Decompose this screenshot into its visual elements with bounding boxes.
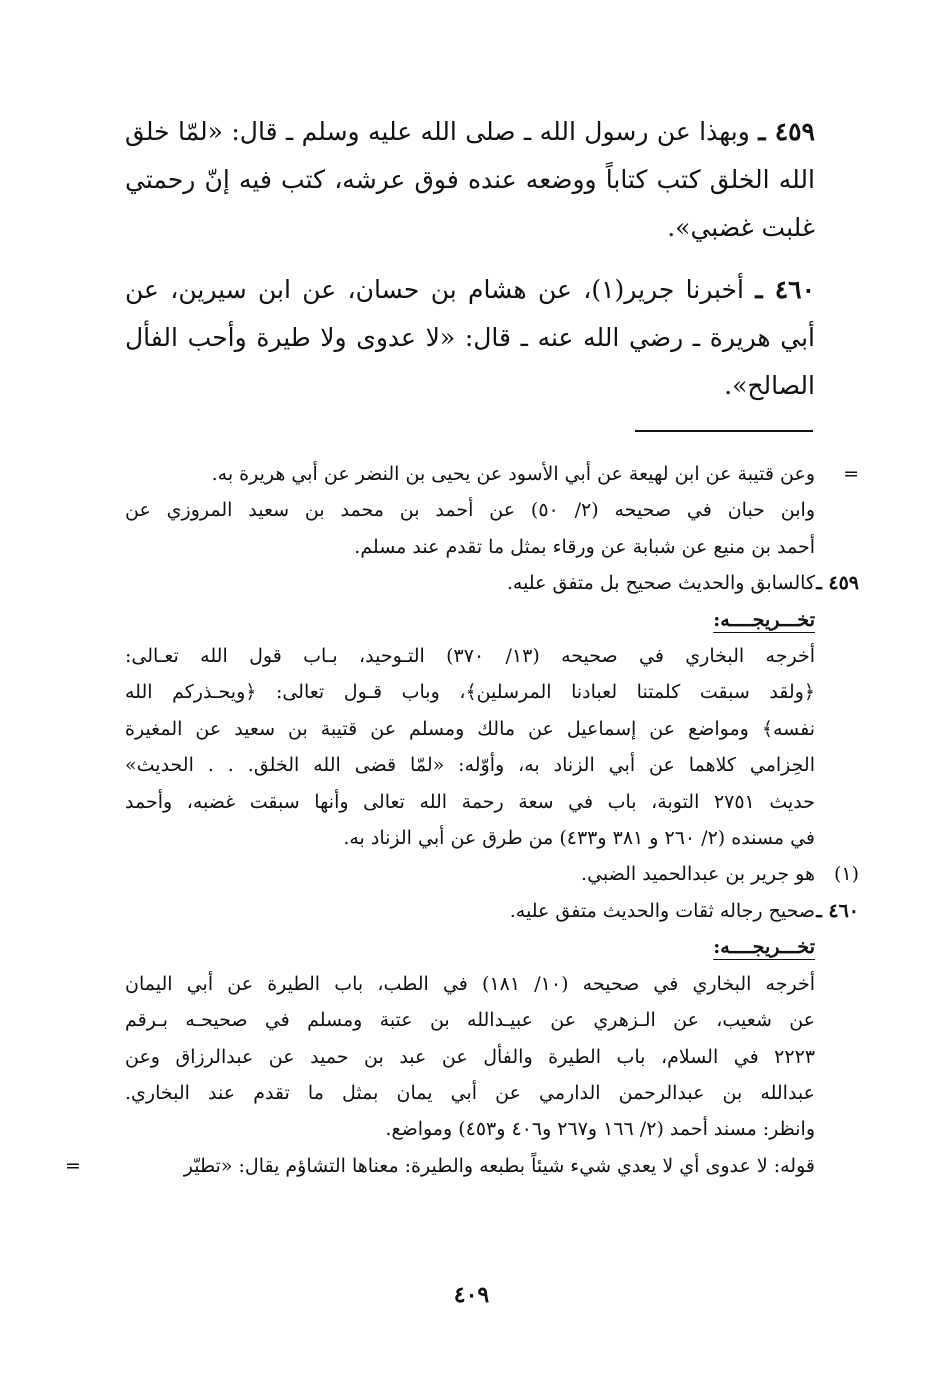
footnote-text: هو جرير بن عبدالحميد الضبي. <box>581 863 815 886</box>
hadith-number: ٤٦٠ ـ <box>755 275 816 304</box>
footnote-number: (١) <box>833 863 859 886</box>
note-line: = وعن قتيبة عن ابن لهيعة عن أبي الأسود عن يحيى بن النضر عن أبي هريرة به. <box>125 456 815 492</box>
main-text <box>125 108 815 424</box>
note-line: حديث ٢٧٥١ التوبة، باب في سعة رحمة الله تعالى وأنها سبقت غضبه، وأحمد <box>125 790 815 813</box>
note-line: نفسه﴾ ومواضع عن إسماعيل عن مالك ومسلم عن قتيبة بن سعيد عن المغيرة <box>125 717 815 740</box>
hadith-text: أخبرنا جرير(١)، عن هشام بن حسان، عن ابن سيرين، عن أبي هريرة ـ رضي الله عنه ـ قال: «لا عدوى ولا طيرة وأحب الفأل الصالح». <box>125 275 815 400</box>
takhrij-heading: تخـــريجــــه: <box>713 608 815 631</box>
footnotes <box>65 456 859 1184</box>
note-line: وابن حبان في صحيحه (٢/ ٥٠) عن أحمد بن محمد بن سعيد المروزي عن <box>125 499 815 522</box>
takhrij-heading: تخـــريجــــه: <box>713 936 815 959</box>
note-line: أخرجه البخاري في صحيحه (١٠/ ١٨١) في الطب، باب الطيرة عن أبي اليمان <box>125 972 815 995</box>
hadith-text: وبهذا عن رسول الله ـ صلى الله عليه وسلم ـ قال: «لمّا خلق الله الخلق كتب كتاباً ووضعه عنده فوق عرشه، كتب فيه إنّ رحمتي غلبت غضبي». <box>125 117 815 242</box>
note-text: صحيح رجاله ثقات والحديث متفق عليه. <box>509 899 815 922</box>
note-line: عبدالله بن عبدالرحمن الدارمي عن أبي يمان بمثل ما تقدم عند البخاري. <box>125 1081 815 1104</box>
footnote-separator <box>635 430 813 432</box>
continuation-mark: = <box>65 1154 81 1177</box>
footnote-1 <box>125 856 859 892</box>
page-number: ٤٠٩ <box>453 1282 490 1308</box>
note-line: الحِزامي كلاهما عن أبي الزناد به، وأوّله: «لمّا قضى الله الخلق. . . الحديث» <box>125 754 815 777</box>
note-text: كالسابق والحديث صحيح بل متفق عليه. <box>506 572 815 595</box>
hadith-number: ٤٥٩ ـ <box>758 117 815 146</box>
note-line: أحمد بن منيع عن شبابة عن ورقاء بمثل ما تقدم عند مسلم. <box>354 535 815 558</box>
note-line: ﴿ولقد سبقت كلمتنا لعبادنا المرسلين﴾، وباب قـول تعالى: ﴿ويحـذركم الله <box>125 681 815 704</box>
continuation-mark: = <box>843 463 859 485</box>
note-line: قوله: لا عدوى أي لا يعدي شيء شيئاً بطبعه والطيرة: معناها التشاؤم يقال: «تطيّر = <box>125 1148 815 1184</box>
note-460 <box>125 893 859 929</box>
note-line: وانظر: مسند أحمد (٢/ ١٦٦ و٢٦٧ و٤٠٦ و٤٥٣) ومواضع. <box>385 1118 815 1141</box>
note-line: ٢٢٢٣ في السلام، باب الطيرة والفأل عن عبد بن حميد عن عبدالرزاق وعن <box>125 1045 815 1068</box>
note-line: عن شعيب، عن الـزهري عن عبيـدالله بن عتبة ومسلم في صحيحـه بـرقم <box>125 1009 815 1032</box>
note-line: أخرجه البخاري في صحيحه (١٣/ ٣٧٠) التـوحيد، بـاب قول الله تعـالى: <box>125 645 815 668</box>
hadith-459 <box>125 108 815 252</box>
note-number: ٤٥٩ ـ <box>816 572 859 595</box>
hadith-460 <box>125 266 815 410</box>
note-line: في مسنده (٢/ ٢٦٠ و ٣٨١ و٤٣٣) من طرق عن أبي الزناد به. <box>343 827 815 850</box>
note-459 <box>125 565 859 601</box>
note-number: ٤٦٠ ـ <box>816 899 859 922</box>
